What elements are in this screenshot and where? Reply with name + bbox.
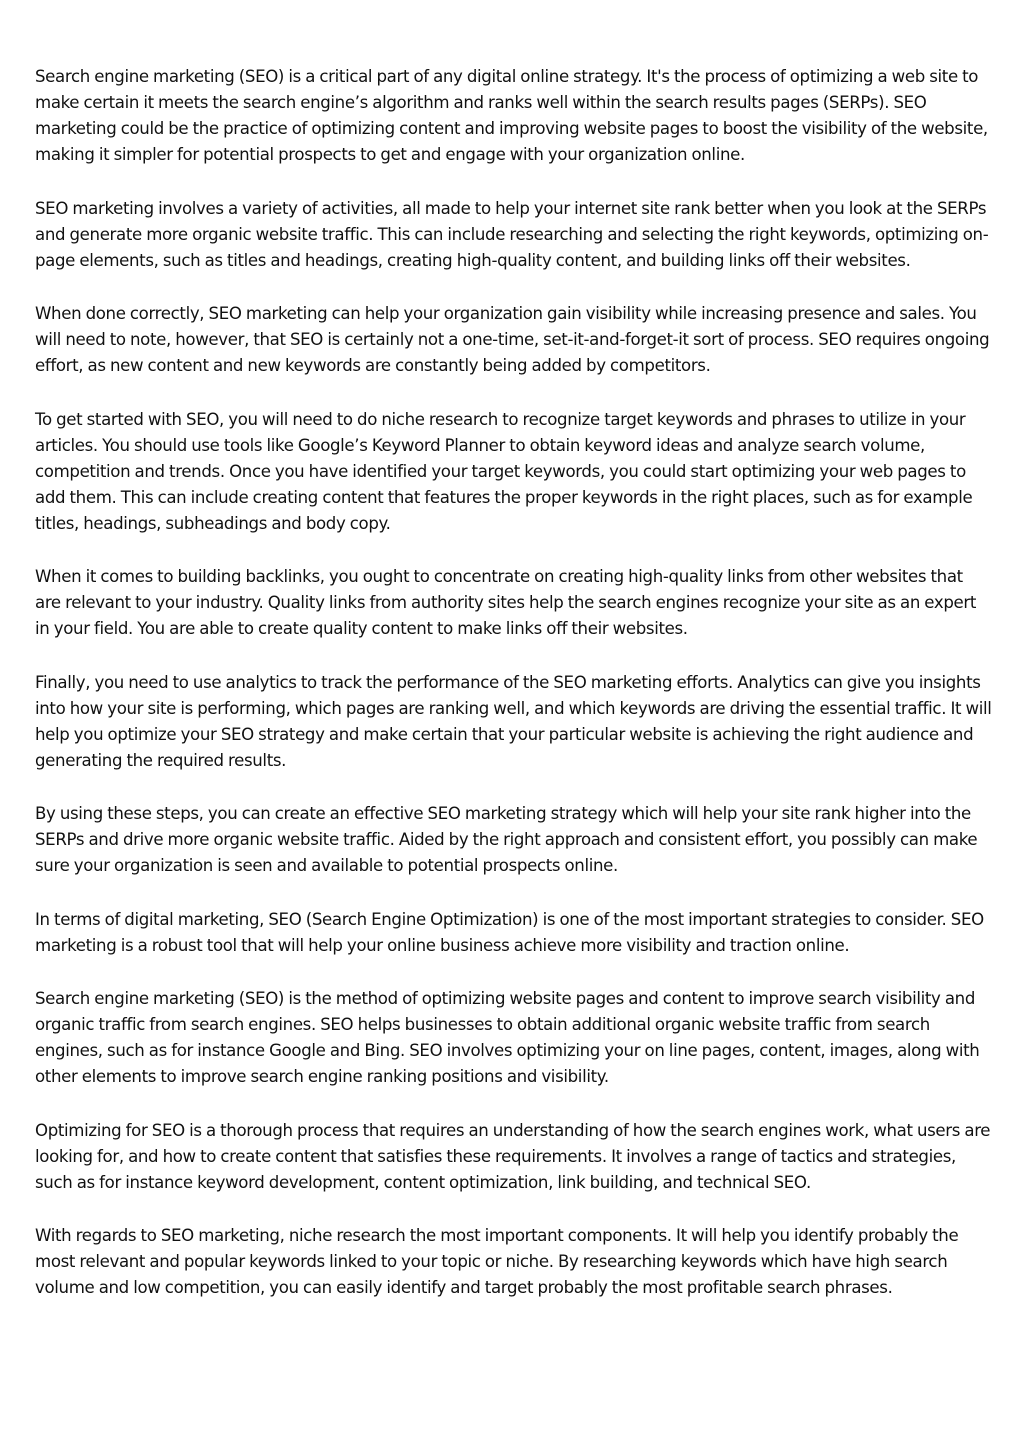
- paragraph-7: By using these steps, you can create an effective SEO marketing strategy which will help your site rank higher into the SERPs and drive more organic website traffic. Aided by the right approach and consistent effort, you possibly can make sure your organization is seen and available to potential prospects online.: [35, 804, 978, 875]
- paragraph-6: Finally, you need to use analytics to track the performance of the SEO marketing efforts. Analytics can give you insights into how your site is performing, which pages are ranking well, and which keywords are driving the essential traffic. It will help you optimize your SEO strategy and make certain that your particular website is achieving the right audience and generating the required results.: [35, 672, 992, 770]
- paragraph-2: SEO marketing involves a variety of activities, all made to help your internet site rank better when you look at the SERPs and generate more organic website traffic. This can include researching and selecting the right keywords, optimizing on-page elements, such as titles and headings, creating high-quality content, and building links off their websites.: [35, 198, 989, 270]
- paragraph-10: Optimizing for SEO is a thorough process that requires an understanding of how the search engines work, what users are looking for, and how to create content that satisfies these requirements. It involves a range of tactics and strategies, such as for instance keyword development, content optimization, link building, and technical SEO.: [35, 1120, 991, 1192]
- paragraph-1: Search engine marketing (SEO) is a critical part of any digital online strategy. It's the process of optimizing a web site to make certain it meets the search engine’s algorithm and ranks well within the search results pages (SERPs). SEO marketing could be the practice of optimizing content and improving website pages to boost the visibility of the website, making it simpler for potential prospects to get and engage with your organization online.: [35, 67, 988, 164]
- paragraph-9: Search engine marketing (SEO) is the method of optimizing website pages and content to improve search visibility and organic traffic from search engines. SEO helps businesses to obtain additional organic website traffic from search engines, such as for instance Google and Bing. SEO involves optimizing your on line pages, content, images, along with other elements to improve search engine ranking positions and visibility.: [35, 989, 980, 1086]
- paragraph-8: In terms of digital marketing, SEO (Search Engine Optimization) is one of the most important strategies to consider. SEO marketing is a robust tool that will help your online business achieve more visibility and traction online.: [35, 909, 984, 955]
- paragraph-5: When it comes to building backlinks, you ought to concentrate on creating high-quality links from other websites that are relevant to your industry. Quality links from authority sites help the search engines recognize your site as an expert in your field. You are able to create quality content to make links off their websites.: [35, 567, 977, 638]
- paragraph-3: When done correctly, SEO marketing can help your organization gain visibility while increasing presence and sales. You will need to note, however, that SEO is certainly not a one-time, set-it-and-forget-it sort of process. SEO requires ongoing effort, as new content and new keywords are constantly being added by competitors.: [35, 304, 990, 375]
- paragraph-4: To get started with SEO, you will need to do niche research to recognize target keywords and phrases to utilize in your articles. You should use tools like Google’s Keyword Planner to obtain keyword ideas and analyze search volume, competition and trends. Once you have identified your target keywords, you could start optimizing your web pages to add them. This can include creating content that features the proper keywords in the right places, such as for example titles, headings, subheadings and body copy.: [35, 409, 973, 533]
- paragraph-11: With regards to SEO marketing, niche research the most important components. It will help you identify probably the most relevant and popular keywords linked to your topic or niche. By researching keywords which have high search volume and low competition, you can easily identify and target probably the most profitable search phrases.: [35, 1226, 959, 1297]
